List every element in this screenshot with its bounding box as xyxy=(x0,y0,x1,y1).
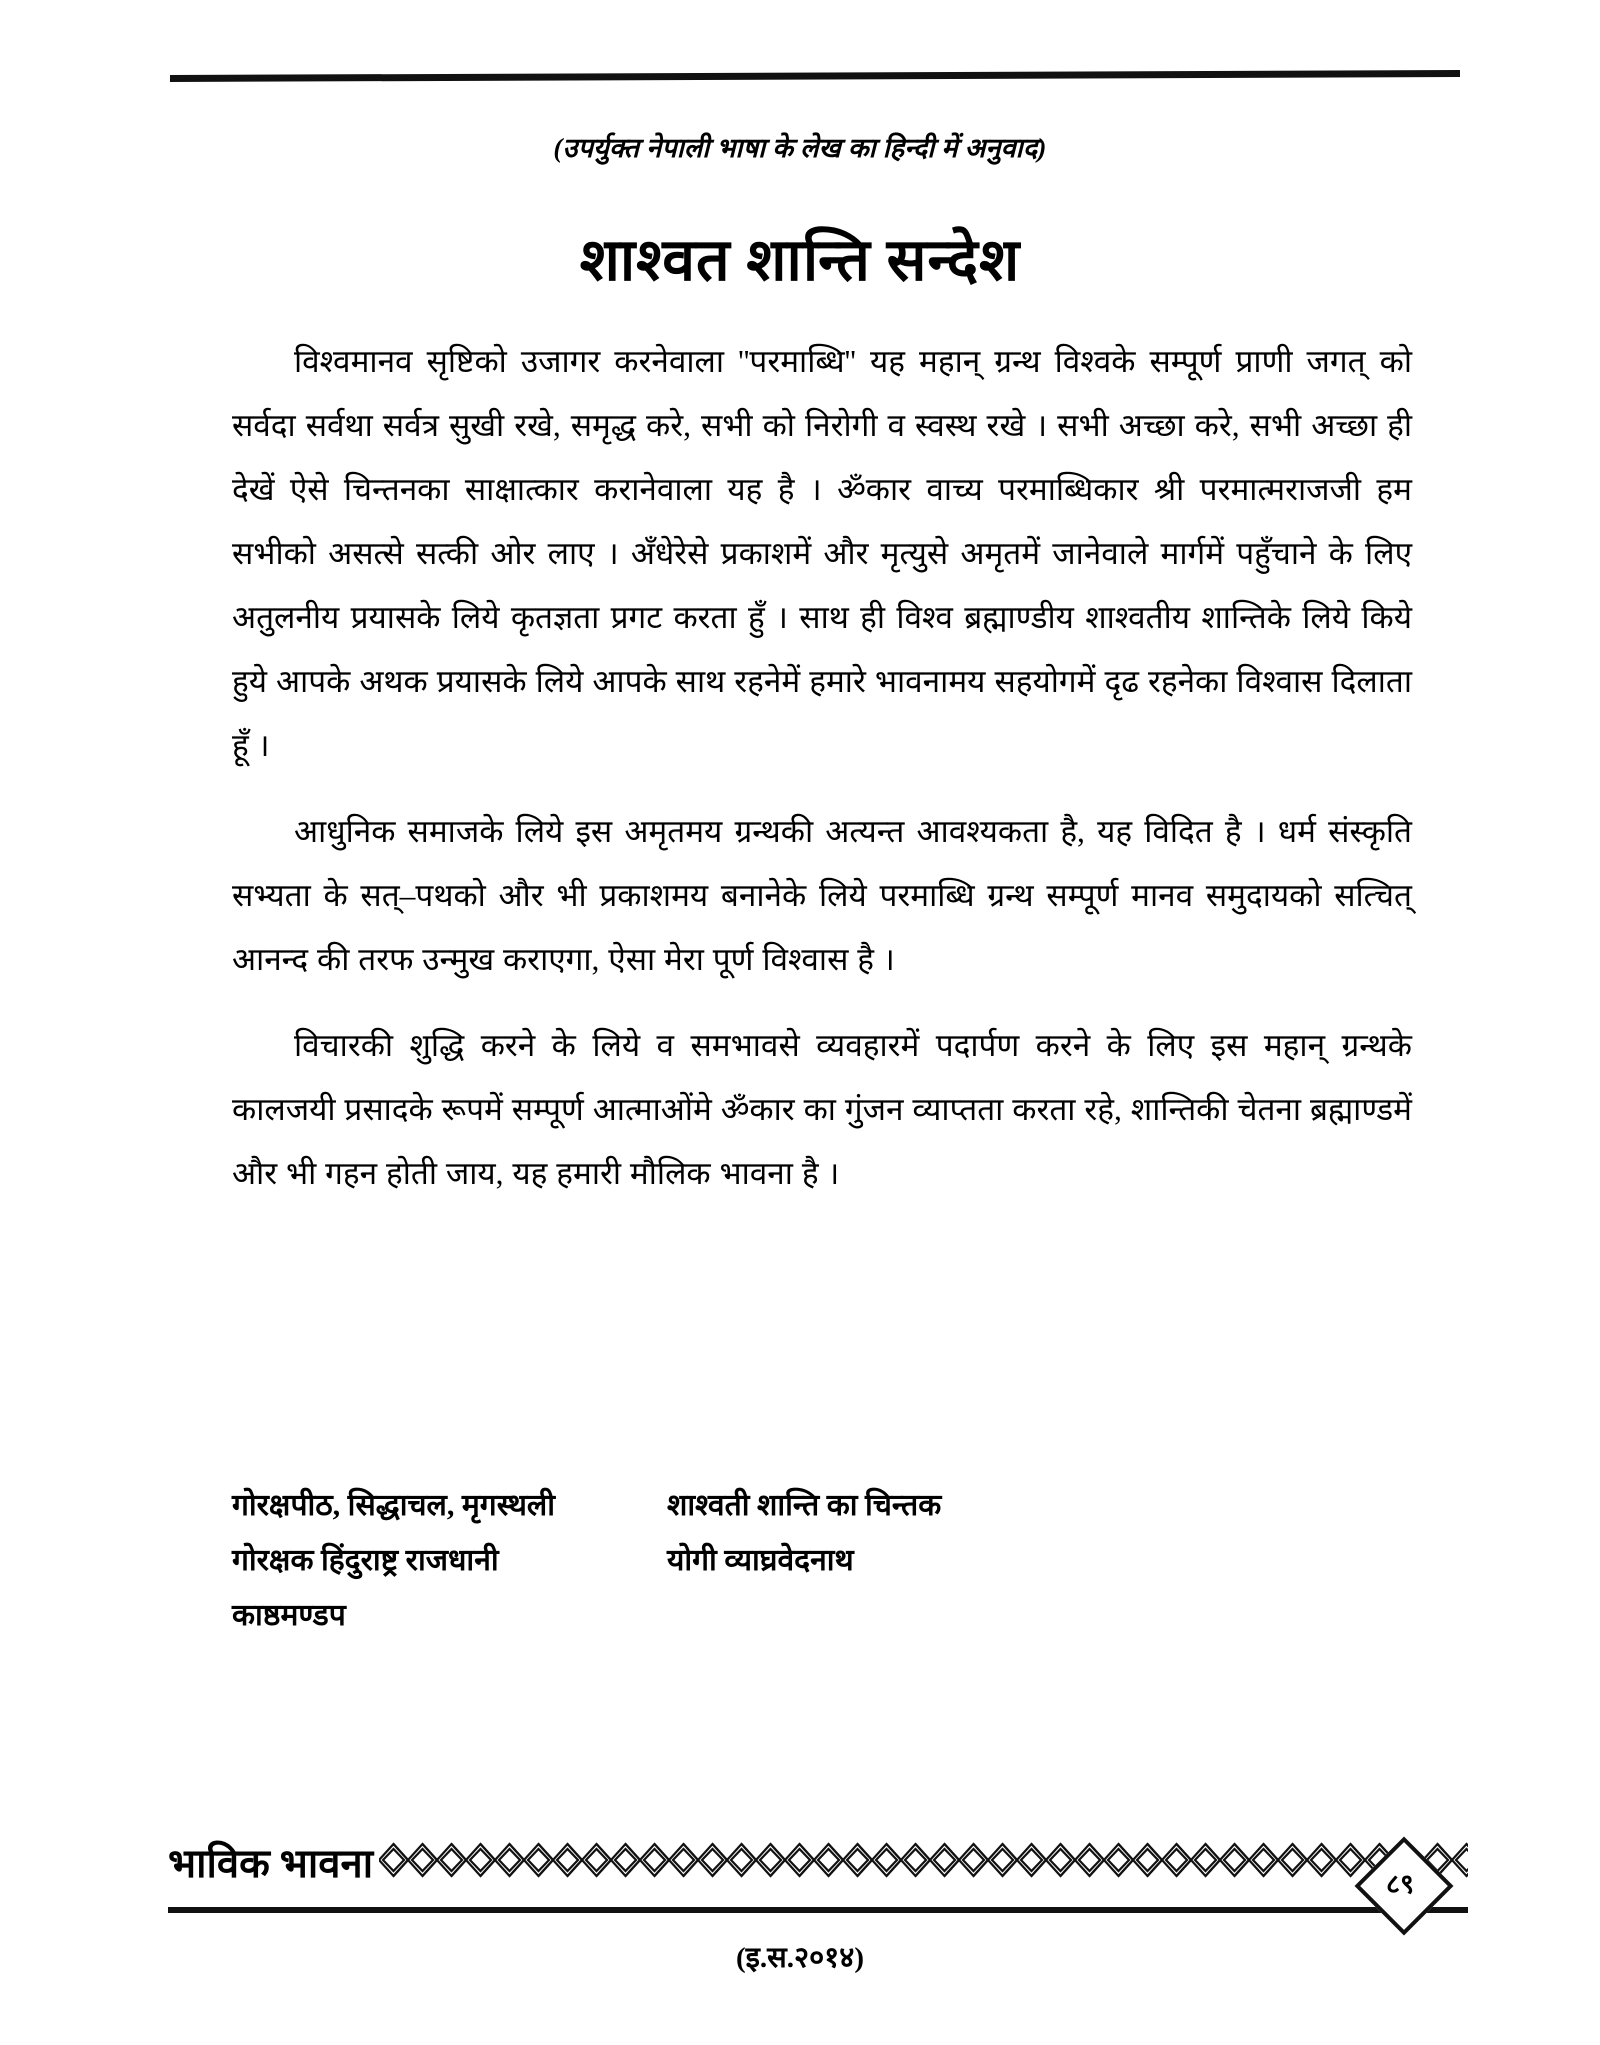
document-subtitle: (उपर्युक्त नेपाली भाषा के लेख का हिन्दी में अनुवाद) xyxy=(553,133,1047,163)
page-title: शाश्वत शान्ति सन्देश xyxy=(579,227,1021,293)
signature-row xyxy=(232,1588,1412,1643)
signature-place-line: गोरक्षक हिंदुराष्ट्र राजधानी xyxy=(232,1544,499,1577)
article-body xyxy=(232,330,1412,1206)
signature-title-line: शाश्वती शान्ति का चिन्तक xyxy=(667,1489,942,1522)
top-horizontal-rule xyxy=(170,70,1460,82)
paragraph: आधुनिक समाजके लिये इस अमृतमय ग्रन्थकी अत्यन्त आवश्यकता है, यह विदित है । धर्म संस्कृति सभ्यता के सत्–पथको और भी प्रकाशमय बनानेके लिये परमाब्धि ग्रन्थ सम्पूर्ण मानव समुदायको सत्चित् आनन्द की तरफ उन्मुख कराएगा, ऐसा मेरा पूर्ण विश्वास है । xyxy=(232,814,1412,977)
signature-block xyxy=(232,1478,1412,1643)
signature-row xyxy=(232,1533,1412,1588)
signature-place-line: गोरक्षपीठ, सिद्धाचल, मृगस्थली xyxy=(232,1489,556,1522)
footer-publication-label: भाविक भावना xyxy=(168,1840,374,1886)
signature-row xyxy=(232,1478,1412,1533)
chain-diamond-ornament-icon xyxy=(379,1839,1468,1881)
footer-horizontal-rule xyxy=(168,1907,1468,1913)
paragraph: विचारकी शुद्धि करने के लिये व समभावसे व्यवहारमें पदार्पण करने के लिए इस महान् ग्रन्थके कालजयी प्रसादके रूपमें सम्पूर्ण आत्माओंमे ॐकार का गुंजन व्याप्तता करता रहे, शान्तिकी चेतना ब्रह्माण्डमें और भी गहन होती जाय, यह हमारी मौलिक भावना है । xyxy=(232,1028,1412,1191)
signature-author-name: योगी व्याघ्रवेदनाथ xyxy=(667,1544,854,1577)
top-rule-container xyxy=(170,72,1460,86)
footer-year: (इ.स.२०१४) xyxy=(736,1942,864,1974)
page-number: ८९ xyxy=(1385,1868,1415,1899)
paragraph: विश्वमानव सृष्टिको उजागर करनेवाला ''परमाब्धि'' यह महान् ग्रन्थ विश्वके सम्पूर्ण प्राणी जगत् को सर्वदा सर्वथा सर्वत्र सुखी रखे, समृद्ध करे, सभी को निरोगी व स्वस्थ रखे । सभी अच्छा करे, सभी अच्छा ही देखें ऐसे चिन्तनका साक्षात्कार करानेवाला यह है । ॐकार वाच्य परमाब्धिकार श्री परमात्मराजजी हम सभीको असत्से सत्की ओर लाए । अँधेरेसे प्रकाशमें और मृत्युसे अमृतमें जानेवाले मार्गमें पहुँचाने के लिए अतुलनीय प्रयासके लिये कृतज्ञता प्रगट करता हुँ । साथ ही विश्व ब्रह्माण्डीय शाश्वतीय शान्तिके लिये किये हुये आपके अथक प्रयासके लिये आपके साथ रहनेमें हमारे भावनामय सहयोगमें दृढ रहनेका विश्वास दिलाता हूँ । xyxy=(232,344,1412,763)
signature-place-line: काष्ठमण्डप xyxy=(232,1599,346,1632)
page-footer xyxy=(0,1795,1600,2045)
footer-ornament-row xyxy=(168,1825,1468,1897)
